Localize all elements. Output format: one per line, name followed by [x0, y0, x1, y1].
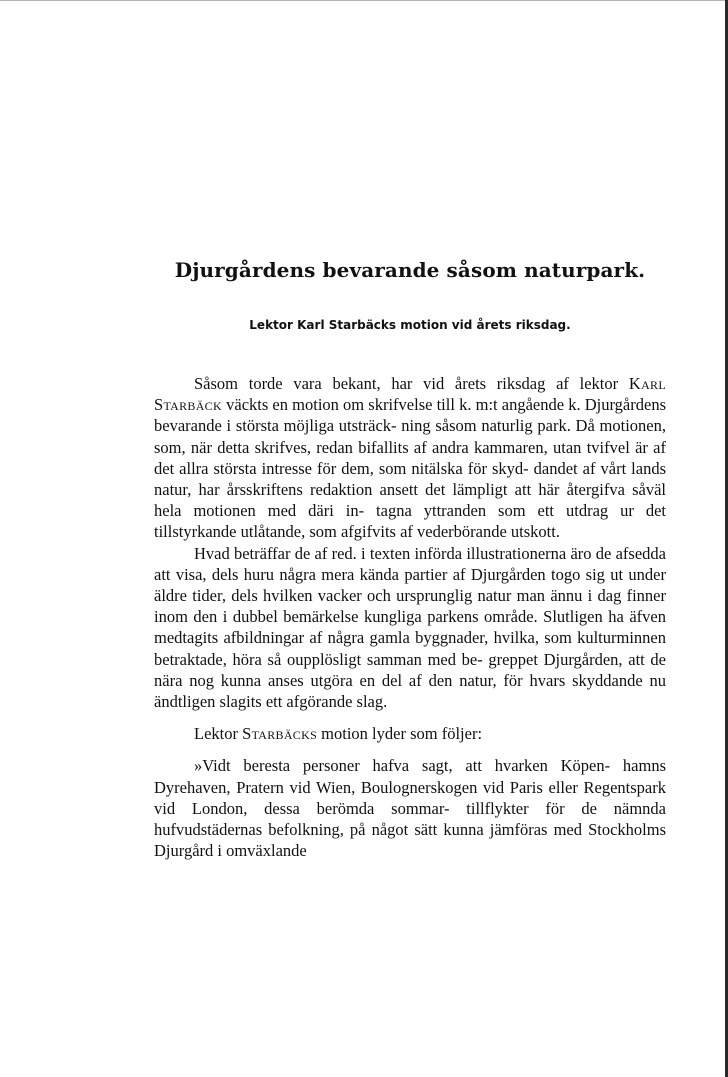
- paragraph-2: Hvad beträffar de af red. i texten införda illustrationerna äro de afsedda att visa, dels huru några mera kända partier af Djurgården togo sig ut under äldre tider, dels hvilken vacker och ursprunglig natur man ännu i dag finner inom den i dubbel bemärkelse kungliga parkens område. Slutligen ha äfven medtagits afbildningar af några gamla byggnader, hvilka, som kulturminnen betraktade, höra så oupplösligt samman med be- greppet Djurgården, att de nära nog kunna anses utgöra en del af den natur, för hvars skyddande nu ändtligen slagits ett afgörande slag.: [154, 543, 666, 712]
- paragraph-3-text-b: motion lyder som följer:: [317, 724, 483, 744]
- author-name: Karl Starbäck: [154, 374, 666, 415]
- paragraph-1-text-b: väckts en motion om skrifvelse till k. m:t angående k. Djurgårdens bevarande i största möjliga utsträck- ning såsom naturlig park. Då motionen, som, när detta skrifves, redan bifallits af andra kammaren, utan tvifvel är af det allra största intresse för dem, som nitälska för skyd- dandet af vårt lands natur, har årsskriftens redaktion ansett det lämpligt att här återgifva såväl hela motionen med däri in- tagna yttranden som ett utdrag ur det tillstyrkande utlåtande, som afgifvits af vederbörande utskott.: [154, 395, 666, 542]
- article-title: Djurgårdens bevarande såsom naturpark.: [174, 258, 646, 282]
- author-name-possessive: Starbäcks: [242, 724, 318, 744]
- paragraph-4: »Vidt beresta personer hafva sagt, att hvarken Köpen- hamns Dyrehaven, Pratern vid Wien, Boulognerskogen vid Paris eller Regentspark vid London, dessa berömda sommar- tillflykter för de nämnda hufvudstädernas befolkning, på något sätt kunna jämföras med Stockholms Djurgård i omväxlande: [154, 756, 666, 861]
- article-body: [154, 373, 666, 861]
- paragraph-1-text-a: Såsom torde vara bekant, har vid årets riksdag af lektor: [194, 374, 629, 393]
- article-subtitle: Lektor Karl Starbäcks motion vid årets riksdag.: [249, 318, 571, 332]
- paragraph-3-text-a: Lektor: [194, 724, 243, 744]
- document-page: [154, 0, 666, 1077]
- paragraph-1: [154, 373, 666, 543]
- paragraph-3: [154, 723, 666, 744]
